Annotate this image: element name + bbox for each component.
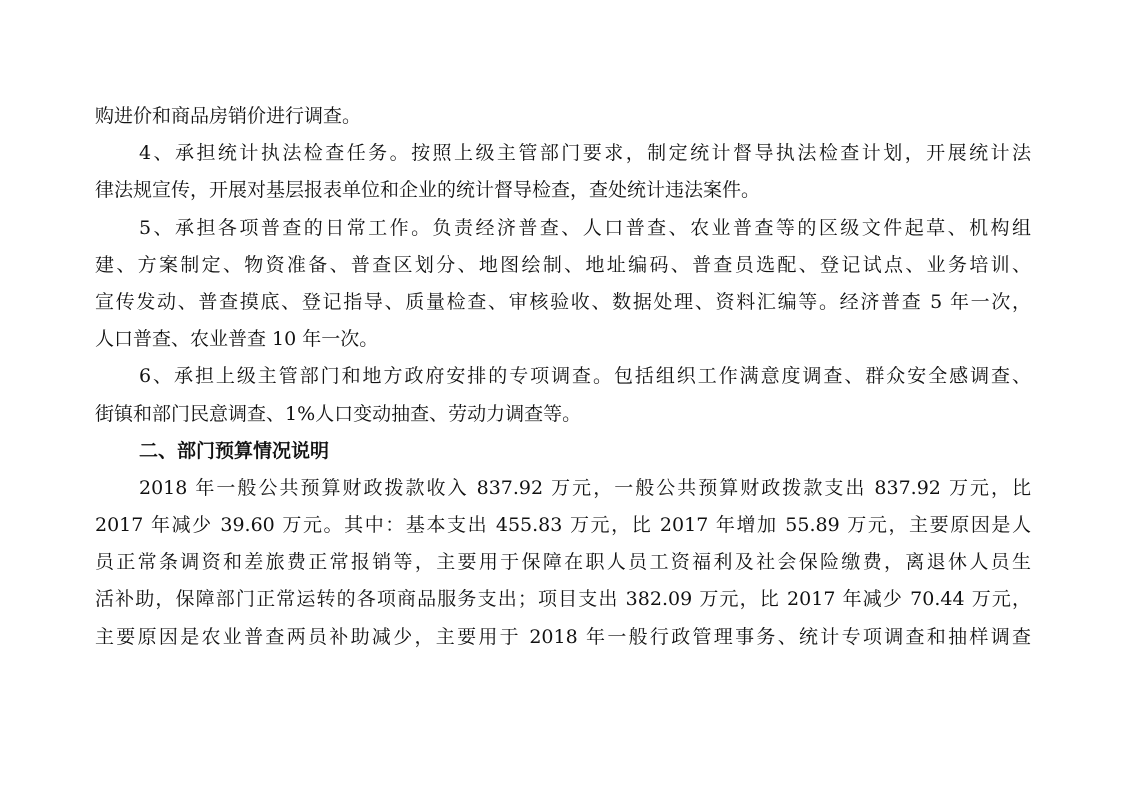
paragraph-line: 4、承担统计执法检查任务。按照上级主管部门要求，制定统计督导执法检查计划，开展统计法 (139, 142, 1031, 165)
paragraph-line: 2017 年减少 39.60 万元。其中：基本支出 455.83 万元，比 2017 年增加 55.89 万元，主要原因是人 (95, 514, 1031, 537)
paragraph-line: 建、方案制定、物资准备、普查区划分、地图绘制、地址编码、普查员选配、登记试点、业务培训、 (95, 253, 1031, 276)
section-heading: 二、部门预算情况说明 (139, 439, 330, 462)
paragraph-line: 购进价和商品房销价进行调查。 (95, 105, 362, 127)
paragraph-line: 宣传发动、普查摸底、登记指导、质量检查、审核验收、数据处理、资料汇编等。经济普查 5 年一次， (95, 290, 1031, 313)
document-page (95, 98, 1031, 656)
paragraph-line: 员正常条调资和差旅费正常报销等，主要用于保障在职人员工资福利及社会保险缴费，离退休人员生 (95, 551, 1031, 574)
paragraph-line: 5、承担各项普查的日常工作。负责经济普查、人口普查、农业普查等的区级文件起草、机构组 (139, 216, 1031, 239)
paragraph-line: 2018 年一般公共预算财政拨款收入 837.92 万元，一般公共预算财政拨款支出 837.92 万元，比 (139, 476, 1031, 499)
paragraph-line: 街镇和部门民意调查、1%人口变动抽查、劳动力调查等。 (95, 402, 582, 425)
paragraph-line: 人口普查、农业普查 10 年一次。 (95, 328, 379, 351)
paragraph-line: 律法规宣传，开展对基层报表单位和企业的统计督导检查，查处统计违法案件。 (95, 179, 761, 202)
paragraph-line: 6、承担上级主管部门和地方政府安排的专项调查。包括组织工作满意度调查、群众安全感调查、 (139, 365, 1031, 388)
paragraph-line: 主要原因是农业普查两员补助减少，主要用于 2018 年一般行政管理事务、统计专项调查和抽样调查 (95, 625, 1031, 648)
paragraph-line: 活补助，保障部门正常运转的各项商品服务支出；项目支出 382.09 万元，比 2017 年减少 70.44 万元， (95, 588, 1031, 611)
